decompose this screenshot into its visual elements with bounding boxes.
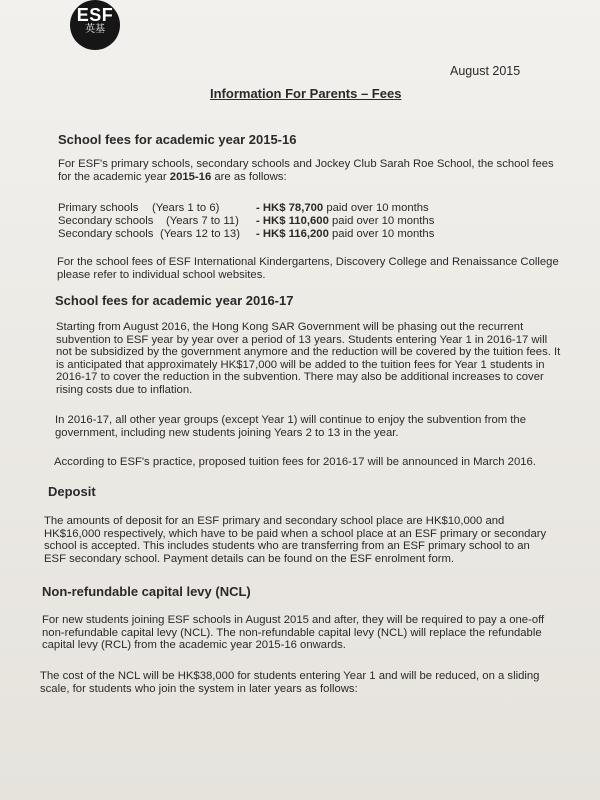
para-line: not be subsidized by the government anymore and the reduction will be covered by the tuition fees. It [56, 346, 561, 358]
paragraph-fees-2016-subvention [56, 321, 564, 396]
intro-line [58, 171, 558, 184]
para-line: HK$16,000 respectively, which have to be paid when a school place at an ESF primary or secondary [44, 527, 547, 540]
para-line: is anticipated that approximately HK$17,000 will be added to the tuition fees for Year 1 students in [56, 358, 545, 371]
intro-year: 2015-16 [169, 170, 212, 183]
esf-logo [70, 0, 120, 50]
para-line: school is accepted. This includes students who are transferring from an ESF primary school to an [44, 540, 530, 552]
fee-level: Secondary schools [58, 215, 154, 227]
para-line: non-refundable capital levy (NCL). The non-refundable capital levy (NCL) will replace the refundable [42, 626, 542, 639]
logo-chinese-text: 英基 [85, 24, 105, 35]
para-line: The amounts of deposit for an ESF primary and secondary school place are HK$10,000 and [44, 515, 505, 527]
fee-row-secondary-12-13 [58, 228, 458, 241]
paragraph-deposit [44, 515, 562, 565]
para-line: ESF secondary school. Payment details can be found on the ESF enrolment form. [44, 552, 455, 565]
paragraph-fees-2016-announcement [54, 456, 564, 469]
fee-amount-value: - HK$ 78,700 [256, 202, 324, 214]
heading-ncl: Non-refundable capital levy (NCL) [42, 584, 251, 599]
heading-fees-2016: School fees for academic year 2016-17 [55, 293, 294, 308]
fee-years: (Years 12 to 13) [160, 228, 240, 240]
paragraph-other-schools [57, 256, 562, 281]
para-line: 2016-17 to cover the reduction in the subvention. There may also be additional increases to cover [56, 371, 544, 383]
para-line: The cost of the NCL will be HK$38,000 for students entering Year 1 and will be reduced, on a sliding [40, 670, 540, 682]
fee-amount-value: - HK$ 116,200 [256, 228, 329, 240]
para-line: capital levy (RCL) from the academic year 2015-16 onwards. [42, 639, 346, 651]
fee-amount-note: paid over 10 months [328, 215, 435, 227]
document-title: Information For Parents – Fees [210, 86, 402, 101]
para-line: please refer to individual school websites. [57, 268, 266, 281]
paragraph-fees-2015-intro [58, 158, 558, 183]
para-line: rising costs due to inflation. [56, 383, 193, 396]
logo-text: ESF [76, 5, 114, 25]
fee-years: (Years 7 to 11) [166, 215, 239, 227]
paragraph-ncl-cost [40, 670, 566, 695]
intro-text: for the academic year [58, 170, 170, 183]
fee-years: (Years 1 to 6) [152, 202, 220, 214]
para-line: According to ESF's practice, proposed tuition fees for 2016-17 will be announced in March 2016. [54, 456, 536, 468]
fee-amount [256, 202, 429, 214]
intro-line: For ESF's primary schools, secondary schools and Jockey Club Sarah Roe School, the school fees [58, 158, 554, 170]
para-line: In 2016-17, all other year groups (except Year 1) will continue to enjoy the subvention from the [55, 414, 526, 426]
heading-deposit: Deposit [48, 484, 96, 499]
fee-amount [256, 215, 434, 227]
fee-amount-note: paid over 10 months [323, 202, 429, 214]
para-line: scale, for students who join the system in later years as follows: [40, 682, 358, 695]
fee-row-primary [58, 202, 458, 215]
para-line: subvention to ESF year by year over a period of 13 years. Students entering Year 1 in 2016-17 will [56, 333, 548, 346]
paragraph-ncl-intro [42, 614, 566, 652]
fee-row-secondary-7-11 [58, 215, 458, 228]
fee-amount [256, 228, 434, 240]
para-line: For new students joining ESF schools in August 2015 and after, they will be required to pay a one-off [42, 614, 545, 626]
paragraph-fees-2016-other-years [55, 414, 563, 439]
document-date: August 2015 [450, 64, 521, 78]
para-line: Starting from August 2016, the Hong Kong SAR Government will be phasing out the recurrent [56, 321, 524, 333]
fee-amount-note: paid over 10 months [328, 228, 435, 240]
fee-level: Primary schools [58, 202, 139, 214]
para-line: government, including new students joining Years 2 to 13 in the year. [55, 426, 399, 439]
fee-level: Secondary schools [58, 228, 154, 240]
intro-text: are as follows: [211, 170, 287, 183]
para-line: For the school fees of ESF International Kindergartens, Discovery College and Renaissance College [57, 256, 559, 268]
heading-fees-2015: School fees for academic year 2015-16 [58, 132, 297, 147]
fee-amount-value: - HK$ 110,600 [256, 215, 329, 227]
